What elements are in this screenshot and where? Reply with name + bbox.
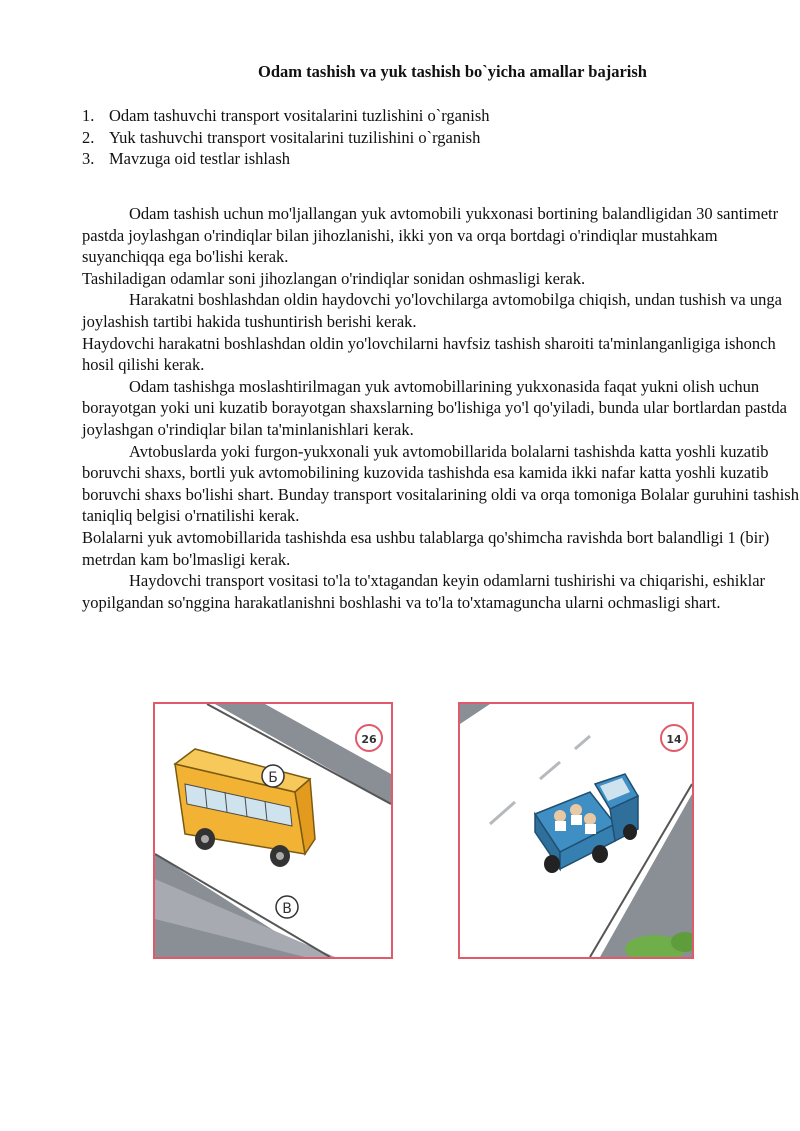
paragraph: Odam tashishga moslashtirilmagan yuk avtomobillarining yukxonasida faqat yukni olish uchun borayotgan yoki uni kuzatib borayotgan shaxslarning bo'lishiga yo'l qo'yiladi, bunda ular bortlardan pastda joylashgan o'rindiqlar bilan ta'minlanishlari kerak. xyxy=(82,376,787,439)
task-text: Odam tashuvchi transport vositalarini tuzlishini o`rganish xyxy=(109,106,490,125)
task-item xyxy=(82,105,490,127)
task-number: 3. xyxy=(82,149,95,168)
paragraph: Harakatni boshlashdan oldin haydovchi yo'lovchilarga avtomobilga chiqish, undan tushish va unga joylashish tartibi hakida tushuntirish berishi kerak. xyxy=(82,290,782,331)
task-text: Mavzuga oid testlar ishlash xyxy=(109,149,291,168)
marker-b-icon xyxy=(262,765,284,787)
paragraph: Odam tashish uchun mo'ljallangan yuk avtomobili yukxonasi bortining balandligidan 30 santimetr pastda joylashgan o'rindiqlar bilan jihozlanishi, ikki yon va orqa bortdagi o'rindiqlar mustahkam suyanchiqqa ega bo'lishi kerak. xyxy=(82,204,779,267)
truck-illustration xyxy=(458,702,694,959)
paragraph: Bolalarni yuk avtomobillarida tashishda esa ushbu talablarga qo'shimcha ravishda bort balandligi 1 (bir) metrdan kam bo'lmasligi kerak. xyxy=(82,527,770,569)
task-text: Yuk tashuvchi transport vositalarini tuzilishini o`rganish xyxy=(109,127,481,147)
svg-text:26: 26 xyxy=(361,733,377,746)
paragraph: Haydovchi harakatni boshlashdan oldin yo'lovchilarni havfsiz tashish sharoiti ta'minlanganligiga ishonch hosil qilishi kerak. xyxy=(82,333,776,375)
bus-icon xyxy=(175,749,315,867)
paragraph: Haydovchi transport vositasi to'la to'xtagandan keyin odamlarni tushirishi va chiqarishi, eshiklar yopilgandan so'nggina harakatlanishni boshlashi va to'la to'xtamaguncha ularni ochmasligi shart. xyxy=(82,571,766,612)
bus-illustration xyxy=(153,702,393,959)
paragraph: Avtobuslarda yoki furgon-yukxonali yuk avtomobillarida bolalarni tashishda katta yoshli kuzatib boruvchi shaxs, bortli yuk avtomobilining kuzovida tashishda esa kamida ikki nafar katta yoshli kuzatib boruvchi shaxs bo'lishi shart. Bunday transport vositalarining oldi va orqa tomoniga Bolalar guruhini tashish taniqliq belgisi o'rnatilishi kerak. xyxy=(82,441,799,526)
task-number: 2. xyxy=(82,127,95,147)
task-list xyxy=(82,105,490,170)
paragraph: Tashiladigan odamlar soni jihozlangan o'rindiqlar sonidan oshmasligi kerak. xyxy=(82,268,586,288)
task-item xyxy=(82,127,490,149)
svg-text:14: 14 xyxy=(666,733,682,746)
svg-text:В: В xyxy=(282,901,292,917)
illustration-number-badge xyxy=(356,725,382,751)
truck-scene xyxy=(460,704,692,957)
svg-text:Б: Б xyxy=(268,770,278,786)
task-number: 1. xyxy=(82,106,95,125)
marker-v-icon xyxy=(276,896,298,918)
bus-scene xyxy=(155,704,391,957)
illustration-number-badge xyxy=(661,725,687,751)
truck-icon xyxy=(535,774,638,873)
document-title: Odam tashish va yuk tashish bo`yicha amallar bajarish xyxy=(258,62,647,81)
body-text xyxy=(82,203,800,613)
task-item xyxy=(82,148,490,170)
